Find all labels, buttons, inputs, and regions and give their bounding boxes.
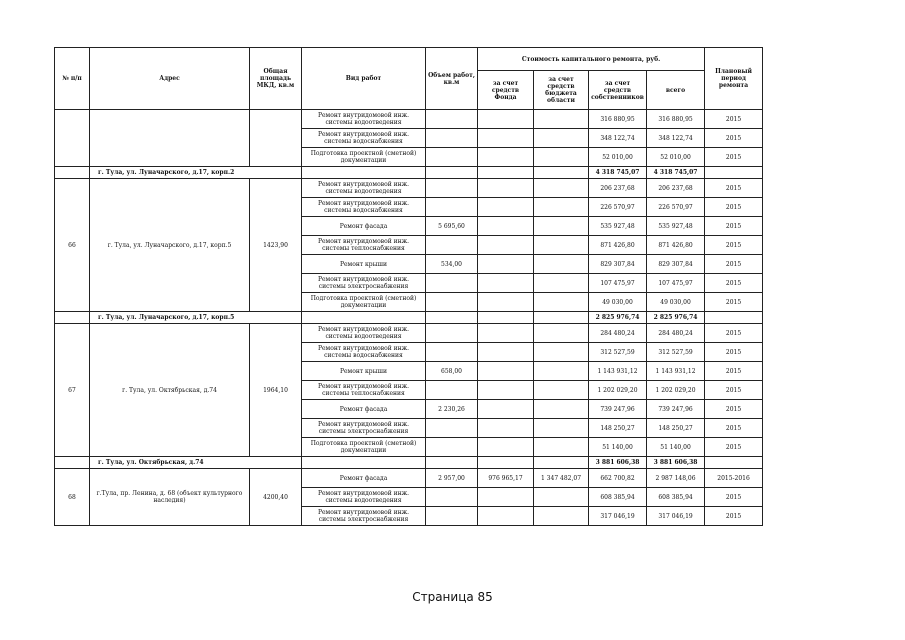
fund-cell	[478, 381, 534, 400]
work-cell: Подготовка проектной (сметной) документации	[302, 293, 426, 312]
volume-cell: 2 230,26	[426, 400, 478, 419]
own-cell: 49 030,00	[589, 293, 647, 312]
table-row	[55, 324, 763, 343]
header-address: Адрес	[90, 48, 250, 110]
period-cell: 2015	[705, 488, 763, 507]
fund-cell	[478, 179, 534, 198]
work-cell: Ремонт фасада	[302, 400, 426, 419]
header-total: всего	[647, 71, 705, 110]
total-cell: 206 237,68	[647, 179, 705, 198]
area-cell: 1964,10	[250, 324, 302, 457]
work-cell	[302, 312, 426, 324]
total-cell: 52 010,00	[647, 148, 705, 167]
header-work: Вид работ	[302, 48, 426, 110]
own-cell: 535 927,48	[589, 217, 647, 236]
total-cell: 316 880,95	[647, 110, 705, 129]
volume-cell	[426, 129, 478, 148]
volume-cell: 534,00	[426, 255, 478, 274]
area-cell: 4200,40	[250, 469, 302, 526]
own-cell: 1 202 029,20	[589, 381, 647, 400]
fund-cell: 976 965,17	[478, 469, 534, 488]
total-cell: 871 426,80	[647, 236, 705, 255]
header-period: Плановый период ремонта	[705, 48, 763, 110]
period-cell	[705, 457, 763, 469]
address-cell: г.Тула, пр. Ленина, д. 68 (объект культурного наследия)	[90, 469, 250, 526]
work-cell: Ремонт внутридомовой инж. системы водоснабжения	[302, 129, 426, 148]
budget-cell	[534, 312, 589, 324]
volume-cell	[426, 110, 478, 129]
fund-cell	[478, 438, 534, 457]
budget-cell: 1 347 482,07	[534, 469, 589, 488]
work-cell: Ремонт внутридомовой инж. системы водоснабжения	[302, 198, 426, 217]
capital-repair-table	[54, 47, 763, 526]
volume-cell: 5 695,60	[426, 217, 478, 236]
header-row	[55, 48, 763, 71]
fund-cell	[478, 419, 534, 438]
header-volume: Объем работ, кв.м	[426, 48, 478, 110]
volume-cell	[426, 381, 478, 400]
subtotal-row	[55, 167, 763, 179]
budget-cell	[534, 293, 589, 312]
work-cell: Ремонт внутридомовой инж. системы водоснабжения	[302, 343, 426, 362]
work-cell: Ремонт внутридомовой инж. системы электроснабжения	[302, 419, 426, 438]
work-cell: Ремонт крыши	[302, 362, 426, 381]
budget-cell	[534, 236, 589, 255]
volume-cell	[426, 236, 478, 255]
fund-cell	[478, 293, 534, 312]
header-cost-group: Стоимость капитального ремонта, руб.	[478, 48, 705, 71]
work-cell: Ремонт внутридомовой инж. системы теплоснабжения	[302, 236, 426, 255]
period-cell: 2015	[705, 343, 763, 362]
volume-cell: 658,00	[426, 362, 478, 381]
volume-cell	[426, 167, 478, 179]
period-cell: 2015	[705, 381, 763, 400]
budget-cell	[534, 110, 589, 129]
period-cell: 2015	[705, 255, 763, 274]
num-cell: 66	[55, 179, 90, 312]
num-cell	[55, 457, 90, 469]
period-cell	[705, 312, 763, 324]
total-cell: 312 527,59	[647, 343, 705, 362]
header-own: за счет средств собственников	[589, 71, 647, 110]
budget-cell	[534, 488, 589, 507]
period-cell: 2015	[705, 507, 763, 526]
own-cell: 608 385,94	[589, 488, 647, 507]
period-cell: 2015	[705, 362, 763, 381]
fund-cell	[478, 312, 534, 324]
total-cell: 2 987 148,06	[647, 469, 705, 488]
volume-cell	[426, 274, 478, 293]
period-cell: 2015	[705, 148, 763, 167]
own-cell: 51 140,00	[589, 438, 647, 457]
work-cell: Ремонт внутридомовой инж. системы электроснабжения	[302, 274, 426, 293]
total-cell: 51 140,00	[647, 438, 705, 457]
total-cell: 1 202 029,20	[647, 381, 705, 400]
table-row	[55, 110, 763, 129]
total-cell: 284 480,24	[647, 324, 705, 343]
own-cell: 316 880,95	[589, 110, 647, 129]
own-cell: 148 250,27	[589, 419, 647, 438]
own-cell: 206 237,68	[589, 179, 647, 198]
period-cell: 2015	[705, 293, 763, 312]
document-sheet	[54, 47, 763, 526]
budget-cell	[534, 274, 589, 293]
fund-cell	[478, 362, 534, 381]
fund-cell	[478, 457, 534, 469]
page-number: Страница 85	[412, 590, 493, 604]
work-cell: Ремонт внутридомовой инж. системы водоотведения	[302, 488, 426, 507]
fund-cell	[478, 217, 534, 236]
own-cell: 312 527,59	[589, 343, 647, 362]
own-cell: 226 570,97	[589, 198, 647, 217]
total-cell: 148 250,27	[647, 419, 705, 438]
period-cell: 2015	[705, 400, 763, 419]
budget-cell	[534, 198, 589, 217]
subtotal-total: 2 825 976,74	[647, 312, 705, 324]
own-cell: 871 426,80	[589, 236, 647, 255]
budget-cell	[534, 438, 589, 457]
table-row	[55, 179, 763, 198]
fund-cell	[478, 274, 534, 293]
work-cell	[302, 457, 426, 469]
table-row	[55, 469, 763, 488]
total-cell: 226 570,97	[647, 198, 705, 217]
volume-cell	[426, 198, 478, 217]
total-cell: 608 385,94	[647, 488, 705, 507]
budget-cell	[534, 457, 589, 469]
budget-cell	[534, 179, 589, 198]
fund-cell	[478, 324, 534, 343]
subtotal-own: 2 825 976,74	[589, 312, 647, 324]
volume-cell	[426, 419, 478, 438]
own-cell: 107 475,97	[589, 274, 647, 293]
header-area: Общая площадь МКД, кв.м	[250, 48, 302, 110]
subtotal-total: 3 881 606,38	[647, 457, 705, 469]
fund-cell	[478, 507, 534, 526]
num-cell: 67	[55, 324, 90, 457]
total-cell: 49 030,00	[647, 293, 705, 312]
work-cell: Ремонт внутридомовой инж. системы водоотведения	[302, 179, 426, 198]
period-cell: 2015	[705, 324, 763, 343]
fund-cell	[478, 110, 534, 129]
header-budget: за счет средств бюджета области	[534, 71, 589, 110]
budget-cell	[534, 343, 589, 362]
period-cell: 2015	[705, 198, 763, 217]
address-cell: г. Тула, ул. Октябрьская, д.74	[90, 324, 250, 457]
work-cell: Ремонт крыши	[302, 255, 426, 274]
fund-cell	[478, 400, 534, 419]
own-cell: 1 143 931,12	[589, 362, 647, 381]
volume-cell	[426, 324, 478, 343]
work-cell: Ремонт внутридомовой инж. системы водоотведения	[302, 110, 426, 129]
volume-cell	[426, 457, 478, 469]
own-cell: 317 046,19	[589, 507, 647, 526]
volume-cell	[426, 507, 478, 526]
fund-cell	[478, 129, 534, 148]
volume-cell	[426, 179, 478, 198]
header-fund: за счет средств Фонда	[478, 71, 534, 110]
work-cell: Ремонт фасада	[302, 217, 426, 236]
period-cell: 2015	[705, 179, 763, 198]
budget-cell	[534, 217, 589, 236]
fund-cell	[478, 148, 534, 167]
budget-cell	[534, 129, 589, 148]
volume-cell	[426, 312, 478, 324]
period-cell: 2015-2016	[705, 469, 763, 488]
num-cell	[55, 110, 90, 167]
subtotal-row	[55, 457, 763, 469]
work-cell: Ремонт внутридомовой инж. системы теплоснабжения	[302, 381, 426, 400]
own-cell: 829 307,84	[589, 255, 647, 274]
period-cell	[705, 167, 763, 179]
header-num: № п/п	[55, 48, 90, 110]
total-cell: 535 927,48	[647, 217, 705, 236]
volume-cell	[426, 293, 478, 312]
total-cell: 317 046,19	[647, 507, 705, 526]
work-cell	[302, 167, 426, 179]
period-cell: 2015	[705, 419, 763, 438]
budget-cell	[534, 167, 589, 179]
num-cell: 68	[55, 469, 90, 526]
budget-cell	[534, 419, 589, 438]
total-cell: 107 475,97	[647, 274, 705, 293]
area-cell: 1423,90	[250, 179, 302, 312]
subtotal-row	[55, 312, 763, 324]
budget-cell	[534, 362, 589, 381]
volume-cell	[426, 148, 478, 167]
budget-cell	[534, 381, 589, 400]
volume-cell	[426, 438, 478, 457]
period-cell: 2015	[705, 274, 763, 293]
total-cell: 739 247,96	[647, 400, 705, 419]
subtotal-address: г. Тула, ул. Луначарского, д.17, корп.5	[90, 312, 302, 324]
num-cell	[55, 312, 90, 324]
subtotal-own: 3 881 606,38	[589, 457, 647, 469]
work-cell: Подготовка проектной (сметной) документации	[302, 148, 426, 167]
period-cell: 2015	[705, 236, 763, 255]
subtotal-own: 4 318 745,07	[589, 167, 647, 179]
budget-cell	[534, 255, 589, 274]
own-cell: 52 010,00	[589, 148, 647, 167]
volume-cell: 2 957,00	[426, 469, 478, 488]
budget-cell	[534, 148, 589, 167]
subtotal-total: 4 318 745,07	[647, 167, 705, 179]
own-cell: 662 700,82	[589, 469, 647, 488]
work-cell: Ремонт внутридомовой инж. системы водоотведения	[302, 324, 426, 343]
period-cell: 2015	[705, 129, 763, 148]
fund-cell	[478, 343, 534, 362]
work-cell: Ремонт фасада	[302, 469, 426, 488]
total-cell: 829 307,84	[647, 255, 705, 274]
work-cell: Ремонт внутридомовой инж. системы электроснабжения	[302, 507, 426, 526]
fund-cell	[478, 236, 534, 255]
fund-cell	[478, 198, 534, 217]
budget-cell	[534, 400, 589, 419]
total-cell: 1 143 931,12	[647, 362, 705, 381]
budget-cell	[534, 507, 589, 526]
address-cell: г. Тула, ул. Луначарского, д.17, корп.5	[90, 179, 250, 312]
subtotal-address: г. Тула, ул. Октябрьская, д.74	[90, 457, 302, 469]
subtotal-address: г. Тула, ул. Луначарского, д.17, корп.2	[90, 167, 302, 179]
own-cell: 739 247,96	[589, 400, 647, 419]
total-cell: 348 122,74	[647, 129, 705, 148]
volume-cell	[426, 343, 478, 362]
volume-cell	[426, 488, 478, 507]
period-cell: 2015	[705, 217, 763, 236]
own-cell: 348 122,74	[589, 129, 647, 148]
budget-cell	[534, 324, 589, 343]
fund-cell	[478, 255, 534, 274]
work-cell: Подготовка проектной (сметной) документации	[302, 438, 426, 457]
own-cell: 284 480,24	[589, 324, 647, 343]
fund-cell	[478, 167, 534, 179]
address-cell	[90, 110, 250, 167]
period-cell: 2015	[705, 110, 763, 129]
fund-cell	[478, 488, 534, 507]
num-cell	[55, 167, 90, 179]
area-cell	[250, 110, 302, 167]
period-cell: 2015	[705, 438, 763, 457]
